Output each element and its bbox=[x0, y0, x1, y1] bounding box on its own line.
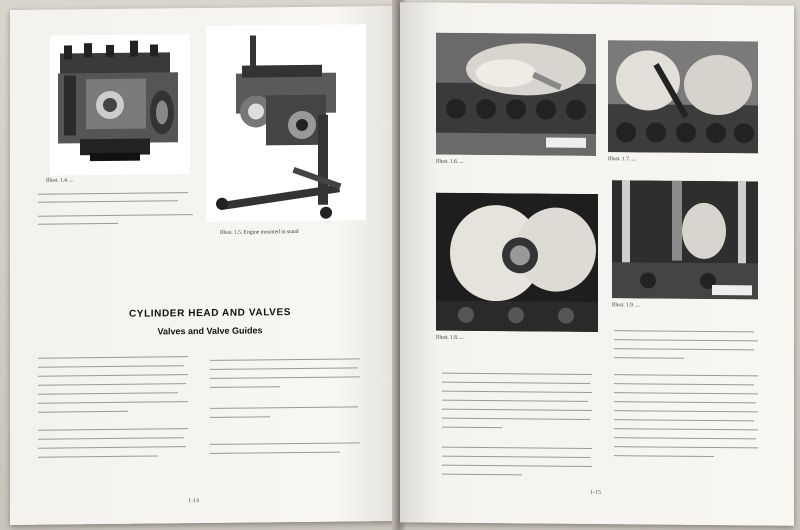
text-line bbox=[442, 447, 592, 449]
right-left-column bbox=[442, 373, 602, 484]
text-line bbox=[614, 437, 756, 439]
text-line bbox=[442, 391, 592, 393]
text-line bbox=[442, 427, 502, 429]
right-page-number: 1-15 bbox=[590, 489, 601, 497]
text-line bbox=[442, 456, 590, 458]
text-line bbox=[38, 392, 178, 394]
text-line bbox=[442, 373, 592, 375]
text-line bbox=[38, 374, 188, 377]
text-line bbox=[614, 455, 714, 457]
text-line bbox=[38, 401, 188, 404]
text-line bbox=[614, 357, 684, 359]
valve-measuring-photo bbox=[436, 33, 596, 156]
valve-reamer-photo bbox=[612, 180, 758, 299]
right-right-column bbox=[614, 330, 764, 481]
text-line bbox=[38, 214, 193, 217]
text-line bbox=[38, 356, 188, 359]
text-line bbox=[614, 330, 754, 332]
text-line bbox=[210, 367, 358, 370]
text-line bbox=[442, 474, 522, 476]
photo-6-caption: Illust. 1.9. ... bbox=[612, 302, 640, 309]
text-line bbox=[210, 376, 360, 379]
left-body-column bbox=[38, 356, 194, 478]
photo-5-caption: Illust. 1.8. ... bbox=[436, 334, 464, 341]
photo-3-caption: Illust. 1.6. ... bbox=[436, 158, 464, 165]
valve-spring-photo bbox=[436, 193, 598, 332]
text-line bbox=[442, 400, 588, 402]
text-line bbox=[210, 442, 360, 445]
text-line bbox=[38, 365, 184, 368]
text-line bbox=[442, 409, 592, 411]
left-intro-text bbox=[38, 192, 198, 194]
text-line bbox=[614, 410, 758, 412]
left-page-number: 1-14 bbox=[188, 498, 199, 505]
text-line bbox=[210, 358, 360, 361]
right-body-column bbox=[210, 358, 366, 470]
photo-2-caption: Illust. 1.5. Engine mounted in stand bbox=[220, 228, 299, 236]
right-page bbox=[400, 2, 794, 525]
text-line bbox=[614, 348, 754, 350]
left-page bbox=[10, 6, 396, 525]
text-line bbox=[614, 428, 758, 430]
text-line bbox=[210, 416, 270, 418]
text-line bbox=[38, 223, 118, 225]
text-line bbox=[38, 192, 188, 195]
text-line bbox=[614, 383, 754, 385]
text-line bbox=[442, 418, 590, 420]
section-heading: CYLINDER HEAD AND VALVES bbox=[128, 307, 291, 320]
engine-block-photo bbox=[50, 34, 190, 175]
photo-4-caption: Illust. 1.7. ... bbox=[608, 156, 636, 163]
text-line bbox=[442, 382, 590, 384]
text-line bbox=[614, 339, 758, 341]
text-line bbox=[38, 446, 186, 449]
text-line bbox=[38, 200, 178, 202]
text-line bbox=[442, 465, 592, 467]
text-line bbox=[614, 419, 754, 421]
text-line bbox=[210, 386, 280, 388]
text-line bbox=[38, 455, 158, 457]
text-line bbox=[614, 392, 758, 394]
text-line bbox=[210, 406, 358, 409]
section-subheading: Valves and Valve Guides bbox=[157, 325, 263, 337]
text-line bbox=[614, 374, 758, 376]
text-line bbox=[38, 437, 184, 440]
text-line bbox=[38, 411, 128, 413]
valve-tool-photo bbox=[608, 40, 758, 153]
text-line bbox=[38, 428, 188, 431]
engine-on-stand-photo bbox=[206, 24, 366, 222]
text-line bbox=[614, 401, 756, 403]
text-line bbox=[614, 446, 758, 448]
photo-1-caption: Illust. 1.4. ... bbox=[46, 177, 74, 184]
text-line bbox=[38, 383, 186, 386]
text-line bbox=[210, 452, 340, 454]
